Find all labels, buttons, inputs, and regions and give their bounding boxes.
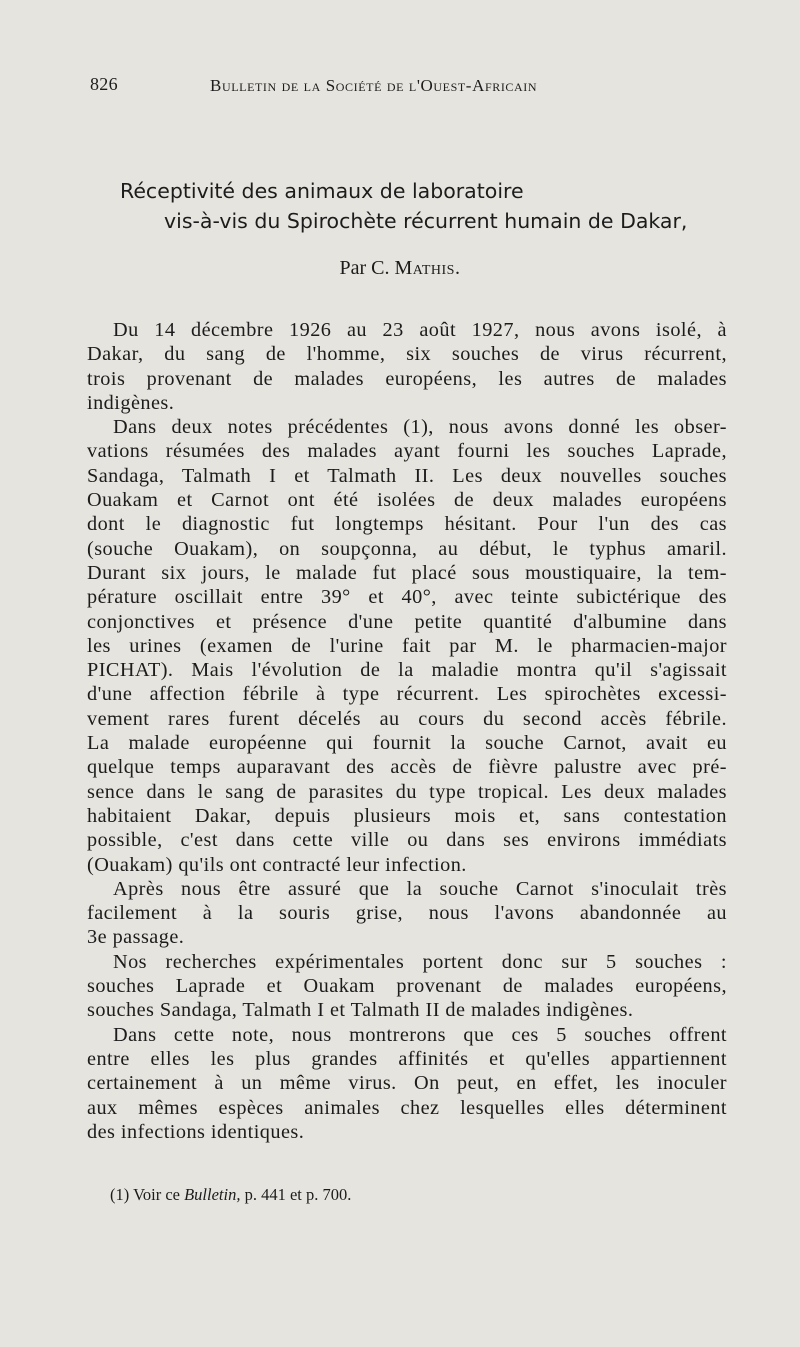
text-line: indigènes. bbox=[87, 391, 175, 414]
author-name: Mathis. bbox=[394, 257, 461, 279]
text-line: Du 14 décembre 1926 au 23 août 1927, nous avons isolé, à bbox=[113, 319, 727, 341]
text-line: vations résumées des malades ayant fourni les souches Laprade, bbox=[87, 440, 727, 463]
text-line: Sandaga, Talmath I et Talmath II. Les deux nouvelles souches bbox=[87, 464, 727, 487]
text-line: conjonctives et présence d'une petite quantité d'albumine dans bbox=[87, 610, 727, 633]
text-line: quelque temps auparavant des accès de fièvre palustre avec pré- bbox=[87, 756, 727, 779]
text-line: souches Laprade et Ouakam provenant de malades européens, bbox=[87, 975, 727, 998]
paragraph bbox=[87, 415, 727, 877]
paragraph bbox=[87, 950, 727, 1023]
text-line: Dakar, du sang de l'homme, six souches de virus récurrent, bbox=[87, 343, 727, 366]
text-line: habitaient Dakar, depuis plusieurs mois et, sans contestation bbox=[87, 804, 727, 827]
text-line: La malade européenne qui fournit la souche Carnot, avait eu bbox=[87, 732, 727, 755]
text-line: PICHAT). Mais l'évolution de la maladie montra qu'il s'agissait bbox=[87, 659, 727, 682]
text-line: souches Sandaga, Talmath I et Talmath II de malades indigènes. bbox=[87, 999, 634, 1022]
text-line: vement rares furent décelés au cours du second accès fébrile. bbox=[87, 707, 727, 730]
footnote-italic: Bulletin, bbox=[184, 1185, 241, 1204]
footnote-text-before: Voir ce bbox=[133, 1185, 180, 1204]
text-line: des infections identiques. bbox=[87, 1120, 305, 1143]
title-line-2: vis-à-vis du Spirochète récurrent humain de Dakar, bbox=[164, 209, 688, 233]
text-line: (Ouakam) qu'ils ont contracté leur infection. bbox=[87, 853, 467, 876]
journal-title: Bulletin de la Société de l'Ouest-Africain bbox=[210, 76, 538, 95]
text-line: certainement à un même virus. On peut, en effet, les inoculer bbox=[87, 1072, 727, 1095]
text-line: aux mêmes espèces animales chez lesquelles elles déterminent bbox=[87, 1096, 727, 1119]
text-line: dont le diagnostic fut longtemps hésitant. Pour l'un des cas bbox=[87, 513, 727, 536]
text-line: Dans cette note, nous montrerons que ces 5 souches offrent bbox=[113, 1023, 727, 1046]
text-line: Après nous être assuré que la souche Carnot s'inoculait très bbox=[113, 877, 727, 900]
text-line: d'une affection fébrile à type récurrent. Les spirochètes excessi- bbox=[87, 683, 727, 706]
text-line: sence dans le sang de parasites du type tropical. Les deux malades bbox=[87, 780, 727, 803]
text-line: Ouakam et Carnot ont été isolées de deux malades européens bbox=[87, 489, 727, 512]
text-line: Dans deux notes précédentes (1), nous avons donné les obser- bbox=[113, 416, 727, 439]
text-line: possible, c'est dans cette ville ou dans ses environs immédiats bbox=[87, 829, 727, 852]
text-line: trois provenant de malades européens, les autres de malades bbox=[87, 367, 727, 390]
page-number: 826 bbox=[90, 74, 118, 94]
text-line: entre elles les plus grandes affinités et qu'elles appartiennent bbox=[87, 1047, 727, 1070]
title-line-1: Réceptivité des animaux de laboratoire bbox=[120, 179, 524, 203]
footnote-text-after: p. 441 et p. 700. bbox=[244, 1185, 352, 1204]
text-line: Durant six jours, le malade fut placé sous moustiquaire, la tem- bbox=[87, 561, 727, 584]
text-line: les urines (examen de l'urine fait par M. le pharmacien-major bbox=[87, 634, 727, 657]
text-line: (souche Ouakam), on soupçonna, au début, le typhus amaril. bbox=[87, 537, 727, 560]
text-line: Nos recherches expérimentales portent donc sur 5 souches : bbox=[113, 950, 727, 973]
footnote-marker: (1) bbox=[110, 1185, 130, 1204]
paragraph bbox=[87, 1023, 727, 1144]
footnote bbox=[110, 1185, 710, 1205]
article-body bbox=[87, 318, 727, 1144]
text-line: facilement à la souris grise, nous l'avons abandonnée au bbox=[87, 902, 727, 925]
text-line: pérature oscillait entre 39° et 40°, avec teinte subictérique des bbox=[87, 586, 727, 609]
author-prefix: Par C. bbox=[339, 257, 390, 279]
paragraph bbox=[87, 877, 727, 950]
paragraph bbox=[87, 318, 727, 415]
article-title bbox=[120, 176, 730, 236]
text-line: 3e passage. bbox=[87, 926, 185, 949]
author-line bbox=[0, 257, 800, 280]
